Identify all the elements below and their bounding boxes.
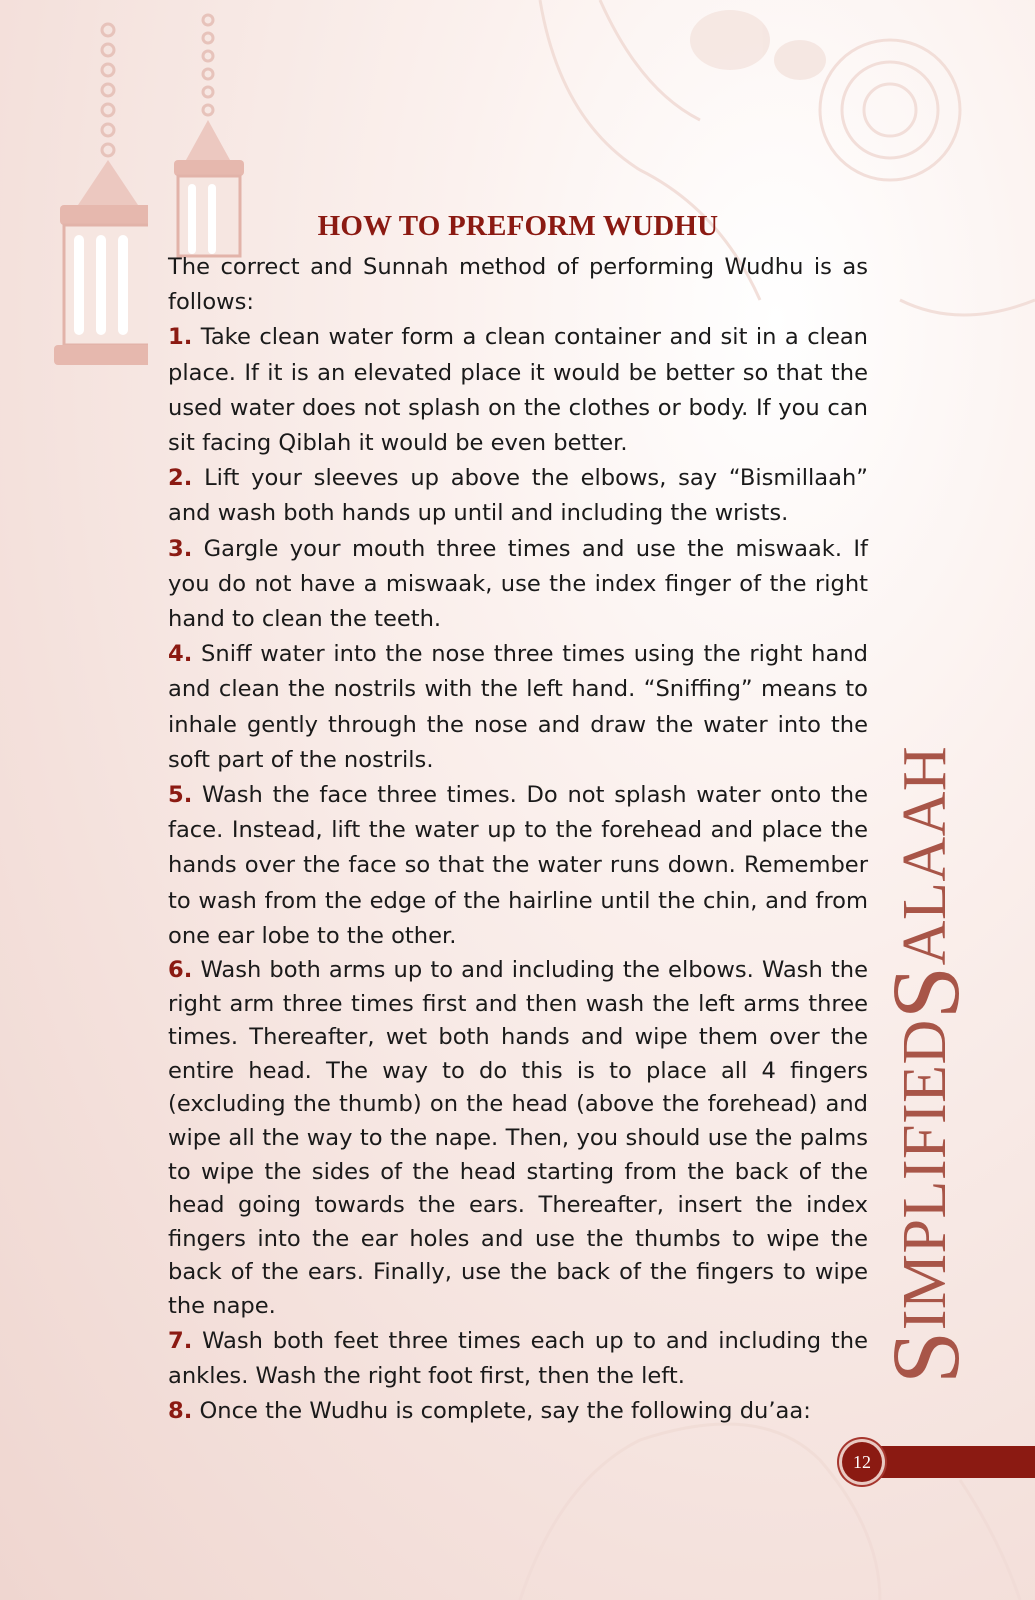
step-number: 5. [168,782,193,809]
step-number: 2. [168,465,193,492]
step-5 [168,778,868,954]
step-number: 6. [168,957,193,984]
step-8 [168,1394,868,1429]
step-3 [168,532,868,638]
step-number: 8. [168,1398,193,1424]
page-number-badge [842,1442,882,1482]
step-6 [168,954,868,1324]
page-title: HOW TO PREFORM WUDHU [317,210,719,242]
step-2 [168,461,868,531]
step-7 [168,1324,868,1394]
step-number: 4. [168,641,193,668]
intro-paragraph: The correct and Sunnah method of performing Wudhu is as follows: [168,254,868,316]
step-text: Sniff water into the nose three times using the right hand and clean the nostrils with the left hand. “Sniffing” means to inhale gently through the nose and draw the water into the soft part of the nostrils. [168,641,868,773]
book-title-vertical [840,720,1010,1410]
step-1 [168,320,868,461]
side-title-initial-2: S [871,965,979,1020]
side-title-part-2: ALAAH [890,745,959,966]
step-text: Wash both feet three times each up to and including the ankles. Wash the right foot first, then the left. [168,1327,868,1389]
step-number: 1. [168,324,193,351]
step-text: Lift your sleeves up above the elbows, say “Bismillaah” and wash both hands up until and including the wrists. [168,465,868,527]
step-number: 3. [168,535,193,562]
step-text: Gargle your mouth three times and use the miswaak. If you do not have a miswaak, use the index finger of the right hand to clean the teeth. [168,535,869,633]
page-number: 12 [853,1451,871,1472]
wudhu-instructions [168,250,868,1429]
hanging-lantern-left-icon [38,0,148,380]
step-text: Wash the face three times. Do not splash water onto the face. Instead, lift the water up to the forehead and place the hands over the face so that the water runs down. Remember to wash from the edge of the hairline until the chin, and from one ear lobe to the other. [168,782,868,949]
page-number-bar [870,1446,1035,1478]
step-4 [168,637,868,778]
step-text: Once the Wudhu is complete, say the following du’aa: [199,1398,811,1424]
side-title-part-1: IMPLIFIED [890,1019,959,1331]
step-text: Wash both arms up to and including the elbows. Wash the right arm three times first and then wash the left arms three times. Thereafter, wet both hands and wipe them over the entire head. The way to do this is to place all 4 fingers (excluding the thumb) on the head (above the forehead) and wipe all the way to the nape. Then, you should use the palms to wipe the sides of the head starting from the back of the head going towards the ears. Thereafter, insert the index fingers into the ear holes and use the thumbs to wipe the back of the ears. Finally, use the back of the fingers to wipe the nape. [168,957,868,1319]
side-title-initial-1: S [871,1330,979,1385]
step-text: Take clean water form a clean container and sit in a clean place. If it is an elevated place it would be better so that the used water does not splash on the clothes or body. If you can sit facing Qiblah it would be even better. [168,324,869,457]
step-number: 7. [168,1327,193,1354]
